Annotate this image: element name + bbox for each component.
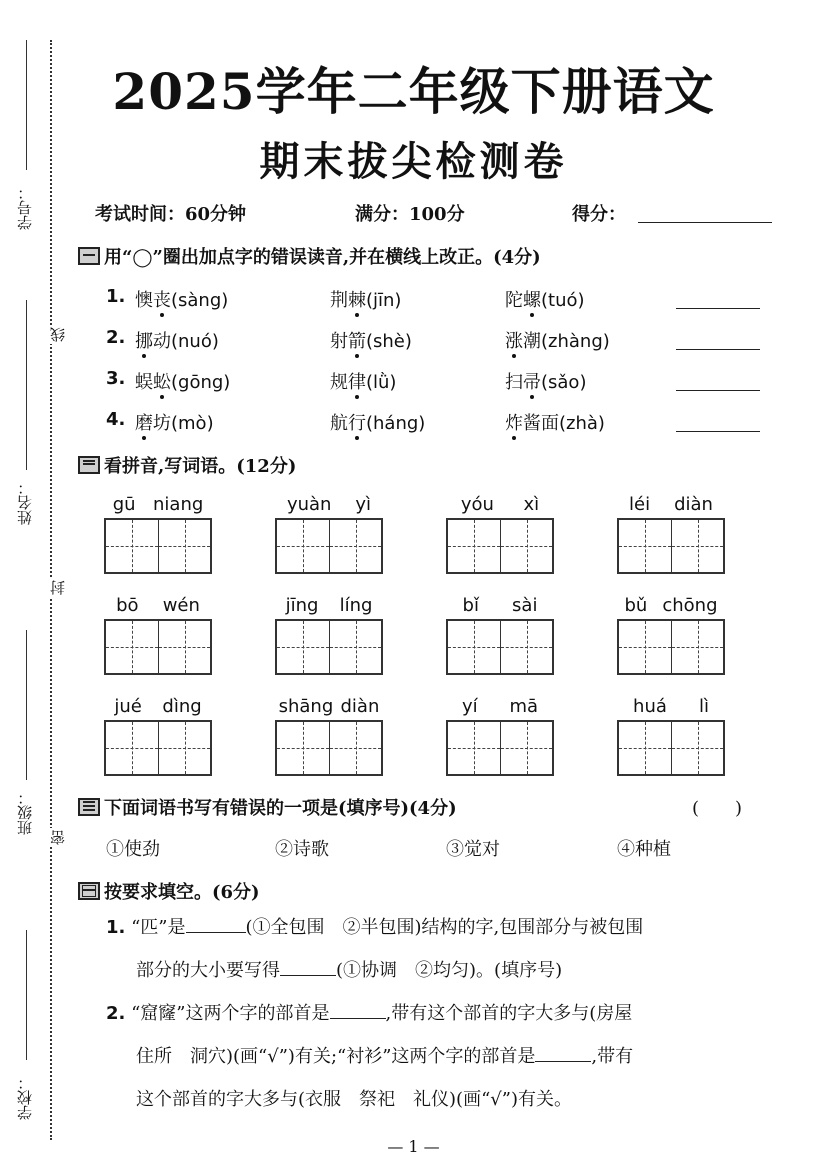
tianzige-cell[interactable] — [106, 520, 158, 572]
school-label: 学校： — [16, 1075, 34, 1120]
tianzige-cell[interactable] — [448, 722, 500, 774]
q2-writing-grid[interactable] — [275, 619, 383, 675]
q2-writing-grid[interactable] — [104, 518, 212, 574]
q1-dotted-char: 帚 — [523, 372, 541, 393]
q2-writing-grid[interactable] — [617, 619, 725, 675]
q2-writing-grid[interactable] — [275, 720, 383, 776]
q1-word-post: 潮 — [523, 331, 541, 352]
q1-pinyin: (gōng) — [171, 372, 231, 393]
q1-pinyin: (lǜ) — [366, 372, 397, 393]
tianzige-cell[interactable] — [158, 520, 210, 572]
q4-item-2-text-d: ,带有 — [591, 1046, 634, 1067]
tianzige-cell[interactable] — [448, 621, 500, 673]
q2-pinyin — [617, 494, 725, 515]
q4-item-1-text-c: 部分的大小要写得 — [136, 960, 280, 981]
q2-writing-grid[interactable] — [275, 518, 383, 574]
q2-pinyin — [104, 696, 212, 717]
q2-writing-grid[interactable] — [104, 720, 212, 776]
q3-option-1: ①使劲 — [106, 839, 160, 860]
q2-pinyin-syllable: gū — [112, 494, 136, 515]
class-line — [26, 630, 27, 780]
q2-pinyin-syllable: yì — [355, 494, 372, 515]
page-number: — 1 — — [387, 1137, 440, 1156]
class-label: 班级： — [16, 790, 34, 835]
q1-word — [505, 327, 610, 353]
q1-pinyin: (háng) — [366, 413, 426, 434]
page-subtitle: 期末拔尖检测卷 — [259, 138, 568, 185]
q1-pinyin: (jīn) — [366, 290, 402, 311]
q1-dotted-char: 行 — [348, 413, 366, 434]
tianzige-cell[interactable] — [500, 722, 552, 774]
q2-pinyin-syllable: niang — [153, 494, 204, 515]
q4-item-2-text-e: 这个部首的字大多与(衣服 祭祀 礼仪)(画“√”)有关。 — [136, 1089, 572, 1110]
q2-pinyin — [617, 696, 725, 717]
tianzige-cell[interactable] — [277, 520, 329, 572]
q1-row-number: 3. — [106, 368, 126, 389]
q1-dotted-char: 挪 — [135, 331, 153, 352]
tianzige-cell[interactable] — [106, 621, 158, 673]
q4-blank-1[interactable] — [186, 932, 246, 933]
q2-pinyin — [104, 494, 212, 515]
q1-word — [330, 409, 425, 435]
q2-pinyin-syllable: yuàn — [286, 494, 332, 515]
q2-pinyin-syllable: léi — [629, 494, 651, 515]
q1-row-number: 1. — [106, 286, 126, 307]
q1-word-post: 酱面 — [523, 413, 559, 434]
q1-dotted-char: 螺 — [523, 290, 541, 311]
section-1-badge — [78, 247, 100, 265]
q1-pinyin: (sàng) — [171, 290, 229, 311]
q4-item-2-number: 2. — [106, 1003, 126, 1024]
name-line — [26, 300, 27, 470]
tianzige-cell[interactable] — [619, 621, 671, 673]
q1-dotted-char: 丧 — [153, 290, 171, 311]
q2-pinyin-syllable: shāng — [278, 696, 334, 717]
q4-blank-3[interactable] — [330, 1018, 386, 1019]
q1-word — [135, 409, 214, 435]
q2-pinyin-syllable: dìng — [162, 696, 202, 717]
student-id-label: 学号： — [16, 185, 34, 230]
q2-pinyin — [446, 696, 554, 717]
q1-title — [78, 243, 541, 269]
page-title: 2025学年二年级下册语文 — [112, 62, 715, 121]
q2-pinyin-syllable: mā — [509, 696, 539, 717]
q2-pinyin-syllable: sài — [512, 595, 538, 616]
q1-word-pre: 规 — [330, 372, 348, 393]
q1-dotted-char: 涨 — [505, 331, 523, 352]
q1-answer-line[interactable] — [676, 390, 760, 391]
q3-title — [78, 794, 457, 820]
q2-pinyin-syllable: bō — [116, 595, 139, 616]
q4-blank-4[interactable] — [535, 1061, 591, 1062]
q4-item-2-text-a: “窟窿”这两个字的部首是 — [131, 1003, 330, 1024]
school-line — [26, 930, 27, 1060]
q4-item-1 — [106, 906, 766, 992]
q1-word-pre: 陀 — [505, 290, 523, 311]
tianzige-cell[interactable] — [329, 520, 381, 572]
tianzige-cell[interactable] — [277, 722, 329, 774]
q4-title-text: 按要求填空。(6分) — [104, 882, 260, 903]
q1-word — [135, 286, 228, 312]
q3-title-text: 下面词语书写有错误的一项是(填序号)(4分) — [104, 798, 457, 819]
q2-writing-grid[interactable] — [104, 619, 212, 675]
tianzige-cell[interactable] — [158, 722, 210, 774]
tianzige-cell[interactable] — [158, 621, 210, 673]
q1-answer-line[interactable] — [676, 431, 760, 432]
q2-pinyin-syllable: chōng — [662, 595, 718, 616]
q1-row-number: 2. — [106, 327, 126, 348]
q1-pinyin: (mò) — [171, 413, 214, 434]
score-label: 得分： — [572, 204, 626, 225]
q1-word — [330, 327, 412, 353]
q1-pinyin: (nuó) — [171, 331, 219, 352]
score-input-line[interactable] — [638, 222, 772, 223]
q1-word-post: 动 — [153, 331, 171, 352]
q2-writing-grid[interactable] — [617, 720, 725, 776]
q1-answer-line[interactable] — [676, 308, 760, 309]
q2-pinyin — [275, 595, 383, 616]
q1-word — [135, 327, 219, 353]
q2-writing-grid[interactable] — [446, 619, 554, 675]
q2-pinyin — [446, 595, 554, 616]
q4-title — [78, 878, 260, 904]
q3-option-3: ③觉对 — [446, 839, 500, 860]
q1-dotted-char: 蚣 — [153, 372, 171, 393]
q2-pinyin-syllable: diàn — [340, 696, 380, 717]
q2-writing-grid[interactable] — [617, 518, 725, 574]
q1-dotted-char: 棘 — [348, 290, 366, 311]
q2-pinyin-syllable: yóu — [460, 494, 494, 515]
q4-item-2-text-c: 住所 洞穴)(画“√”)有关;“衬衫”这两个字的部首是 — [136, 1046, 536, 1067]
exam-time: 考试时间：60分钟 — [95, 204, 247, 225]
q1-word-pre: 懊 — [135, 290, 153, 311]
tianzige-cell[interactable] — [671, 722, 723, 774]
q1-word — [505, 286, 585, 312]
tianzige-cell[interactable] — [277, 621, 329, 673]
q1-word-post: 坊 — [153, 413, 171, 434]
tianzige-cell[interactable] — [448, 520, 500, 572]
q1-word-pre: 航 — [330, 413, 348, 434]
q2-pinyin — [275, 494, 383, 515]
cut-line-mark: 线 — [49, 327, 67, 342]
name-label: 姓名： — [16, 480, 34, 525]
q1-row-number: 4. — [106, 409, 126, 430]
q1-dotted-char: 磨 — [135, 413, 153, 434]
q4-item-2 — [106, 992, 766, 1121]
q1-pinyin: (zhàng) — [541, 331, 610, 352]
tianzige-cell[interactable] — [106, 722, 158, 774]
q2-pinyin — [617, 595, 725, 616]
q1-word-pre: 荆 — [330, 290, 348, 311]
section-2-badge — [78, 456, 100, 474]
q2-pinyin-syllable: bǔ — [624, 595, 648, 616]
q1-title-text: 用“◯”圈出加点字的错误读音,并在横线上改正。(4分) — [104, 247, 541, 268]
q3-answer-bracket[interactable]: ( ) — [692, 798, 743, 819]
q2-pinyin-syllable: yí — [461, 696, 478, 717]
q1-word — [330, 286, 401, 312]
tianzige-cell[interactable] — [329, 621, 381, 673]
tianzige-cell[interactable] — [671, 621, 723, 673]
q2-pinyin-syllable: lì — [698, 696, 709, 717]
seal-mark: 封 — [49, 580, 67, 595]
q2-pinyin-syllable: huá — [633, 696, 667, 717]
tianzige-cell[interactable] — [671, 520, 723, 572]
q2-pinyin-syllable: diàn — [674, 494, 713, 515]
q2-pinyin-syllable: xì — [523, 494, 540, 515]
q1-word-pre: 扫 — [505, 372, 523, 393]
q1-dotted-char: 律 — [348, 372, 366, 393]
q2-pinyin — [104, 595, 212, 616]
section-4-badge — [78, 882, 100, 900]
q2-title — [78, 452, 296, 478]
q1-word-pre: 射 — [330, 331, 348, 352]
q4-item-1-number: 1. — [106, 917, 126, 938]
q1-pinyin: (zhà) — [559, 413, 605, 434]
q2-writing-grid[interactable] — [446, 720, 554, 776]
q2-pinyin — [446, 494, 554, 515]
q2-pinyin-syllable: líng — [339, 595, 373, 616]
q1-pinyin: (shè) — [366, 331, 412, 352]
q4-item-1-text-a: “匹”是 — [131, 917, 186, 938]
q4-item-1-text-d: (①协调 ②均匀)。(填序号) — [336, 960, 563, 981]
q3-option-4: ④种植 — [617, 839, 671, 860]
q2-writing-grid[interactable] — [446, 518, 554, 574]
q4-item-2-text-b: ,带有这个部首的字大多与(房屋 — [385, 1003, 633, 1024]
tianzige-cell[interactable] — [500, 621, 552, 673]
section-3-badge — [78, 798, 100, 816]
q2-pinyin-syllable: wén — [162, 595, 200, 616]
q1-word-pre: 蜈 — [135, 372, 153, 393]
q3-option-2: ②诗歌 — [275, 839, 329, 860]
q2-title-text: 看拼音,写词语。(12分) — [104, 456, 297, 477]
q2-pinyin-syllable: jué — [114, 696, 142, 717]
q4-blank-2[interactable] — [280, 975, 336, 976]
full-score: 满分：100分 — [355, 204, 465, 225]
q1-dotted-char: 箭 — [348, 331, 366, 352]
q1-word — [330, 368, 396, 394]
q1-pinyin: (sǎo) — [541, 372, 587, 393]
tianzige-cell[interactable] — [500, 520, 552, 572]
q1-answer-line[interactable] — [676, 349, 760, 350]
q1-word — [505, 368, 586, 394]
q1-dotted-char: 炸 — [505, 413, 523, 434]
q2-pinyin-syllable: bǐ — [462, 595, 479, 616]
q2-pinyin — [275, 696, 383, 717]
tianzige-cell[interactable] — [619, 722, 671, 774]
q2-pinyin-syllable: jīng — [285, 595, 319, 616]
q4-item-1-text-b: (①全包围 ②半包围)结构的字,包围部分与被包围 — [245, 917, 644, 938]
q1-word — [135, 368, 230, 394]
tianzige-cell[interactable] — [329, 722, 381, 774]
q1-word — [505, 409, 605, 435]
secret-mark: 密 — [49, 830, 67, 845]
q1-pinyin: (tuó) — [541, 290, 585, 311]
tianzige-cell[interactable] — [619, 520, 671, 572]
